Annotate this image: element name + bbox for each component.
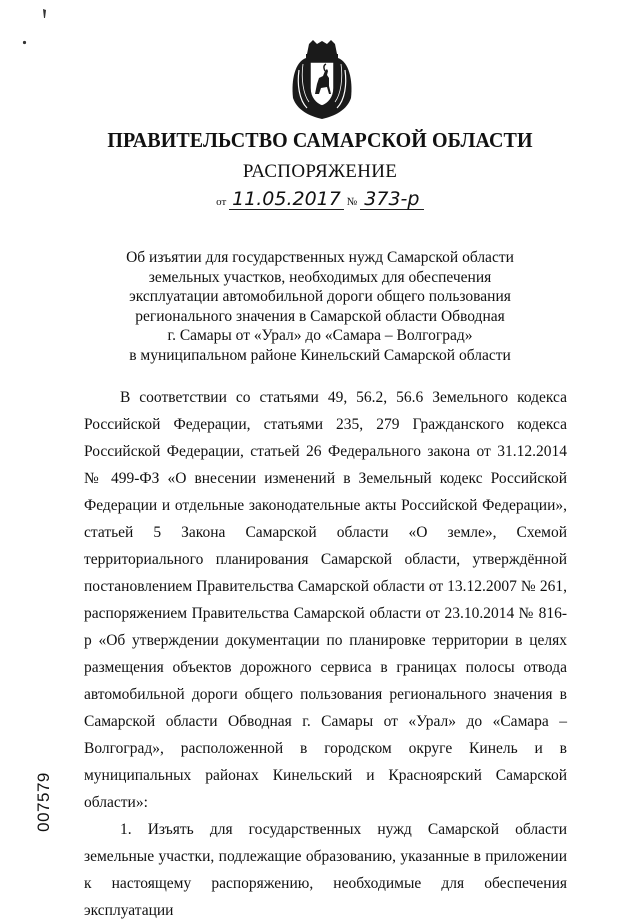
scan-speck-icon [41,8,49,20]
document-number: 373-р [360,189,424,210]
document-date: 11.05.2017 [229,189,344,210]
date-prefix: от [216,196,227,208]
number-prefix: № [346,196,358,208]
clause-1-paragraph: 1. Изъять для государственных нужд Самарской области земельные участки, подлежащие образованию, указанные в приложении к настоящему распоряжению, необходимые для обеспечения эксплуатации [84,821,567,919]
date-number-line [0,189,640,210]
subject-line: регионального значения в Самарской области Обводная [135,307,505,325]
samara-coat-of-arms-icon [287,40,357,120]
registration-stamp-number [36,762,52,842]
document-subject [120,248,520,365]
subject-line: земельных участков, необходимых для обеспечения [148,268,492,286]
stamp-number-text: 007579 [34,772,53,832]
government-title: ПРАВИТЕЛЬСТВО САМАРСКОЙ ОБЛАСТИ [107,128,533,152]
preamble-paragraph: В соответствии со статьями 49, 56.2, 56.6 Земельного кодекса Российской Федерации, статьями 235, 279 Гражданского кодекса Российской Федерации, статьей 26 Федерального закона от 31.12.2014 № 499-ФЗ «О внесении изменений в Земельный кодекс Российской Федерации и отдельные законодательные акты Российской Федерации», статьей 5 Закона Самарской области «О земле», Схемой территориального планирования Самарской области, утверждённой постановлением Правительства Самарской области от 13.12.2007 № 261, распоряжением Правительства Самарской области от 23.10.2014 № 816-р «Об утверждении документации по планировке территории в целях размещения объектов дорожного сервиса в границах полосы отвода автомобильной дороги общего пользования регионального значения в Самарской области Обводная г. Самары от «Урал» до «Самара – Волгоград», расположенной в городском округе Кинель и в муниципальных районах Кинельский и Красноярский Самарской области»: [84,389,567,811]
subject-line: г. Самары от «Урал» до «Самара – Волгоград» [167,327,473,344]
scan-dot-icon [22,40,27,45]
document-type: РАСПОРЯЖЕНИЕ [242,161,398,182]
subject-line: Об изъятии для государственных нужд Самарской области [126,249,514,266]
subject-line: в муниципальном районе Кинельский Самарской области [129,346,511,364]
document-body [84,384,567,924]
subject-line: эксплуатации автомобильной дороги общего пользования [129,288,511,305]
